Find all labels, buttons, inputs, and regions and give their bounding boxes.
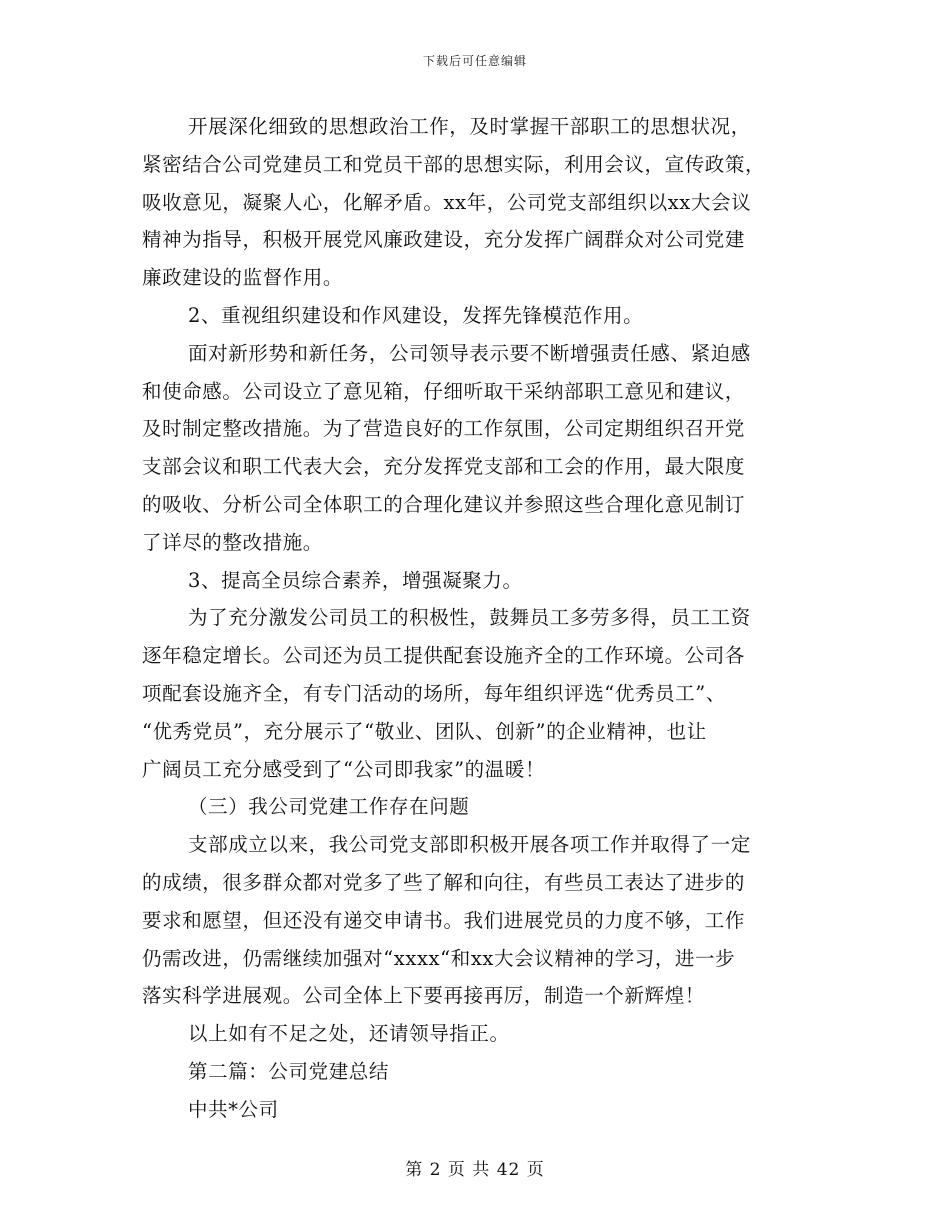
text-line: 的成绩，很多群众都对党多了些了解和向往，有些员工表达了进步的 [142, 870, 746, 894]
text-line: 支部会议和职工代表大会，充分发挥党支部和工会的作用，最大限度 [142, 455, 746, 479]
text-line: 面对新形势和新任务，公司领导表示要不断增强责任感、紧迫感 [188, 341, 751, 365]
text-line: 开展深化细致的思想政治工作，及时掌握干部职工的思想状况， [188, 115, 751, 138]
text-line: 及时制定整改措施。为了营造良好的工作氛围，公司定期组织召开党 [142, 417, 746, 441]
text-line: 支部成立以来，我公司党支部即积极开展各项工作并取得了一定 [188, 833, 751, 857]
page-number: 第 2 页 共 42 页 [405, 1160, 545, 1180]
text-line: “优秀党员”，充分展示了“敬业、团队、创新”的企业精神，也让 [142, 719, 707, 743]
section-heading: （三）我公司党建工作存在问题 [188, 795, 470, 819]
section-heading: 3、提高全员综合素养，增强凝聚力。 [188, 568, 523, 592]
text-line: 为了充分激发公司员工的积极性，鼓舞员工多劳多得，员工工资 [188, 606, 751, 630]
document-body [142, 108, 808, 1129]
text-line: 中共*公司 [188, 1097, 279, 1121]
text-line: 和使命感。公司设立了意见箱，仔细听取干采纳部职工意见和建议， [142, 379, 746, 403]
text-line: 以上如有不足之处，还请领导指正。 [188, 1022, 510, 1046]
section-heading: 第二篇：公司党建总结 [188, 1059, 390, 1083]
text-line: 廉政建设的监督作用。 [142, 266, 344, 290]
text-line: 精神为指导，积极开展党风廉政建设，充分发挥广阔群众对公司党建 [142, 228, 746, 252]
page-header: 下载后可任意编辑 [422, 54, 527, 68]
text-line: 的吸收、分析公司全体职工的合理化建议并参照这些合理化意见制订 [142, 492, 746, 516]
section-heading: 2、重视组织建设和作风建设，发挥先锋模范作用。 [188, 303, 644, 327]
text-line: 逐年稳定增长。公司还为员工提供配套设施齐全的工作环境。公司各 [142, 644, 746, 668]
text-line: 项配套设施齐全，有专门活动的场所，每年组织评选“优秀员工”、 [142, 681, 726, 705]
text-line: 要求和愿望，但还没有递交申请书。我们进展党员的力度不够，工作 [142, 908, 746, 932]
text-line: 紧密结合公司党建员工和党员干部的思想实际，利用会议，宣传政策， [142, 152, 766, 176]
text-line: 广阔员工充分感受到了“公司即我家”的温暖！ [142, 757, 546, 781]
text-line: 吸收意见，凝聚人心，化解矛盾。xx年，公司党支部组织以xx大会议 [142, 190, 752, 214]
text-line: 了详尽的整改措施。 [142, 530, 323, 554]
text-line: 落实科学进展观。公司全体上下要再接再厉，制造一个新辉煌！ [142, 984, 705, 1008]
text-line: 仍需改进，仍需继续加强对“xxxx“和xx大会议精神的学习，进一步 [142, 946, 736, 970]
